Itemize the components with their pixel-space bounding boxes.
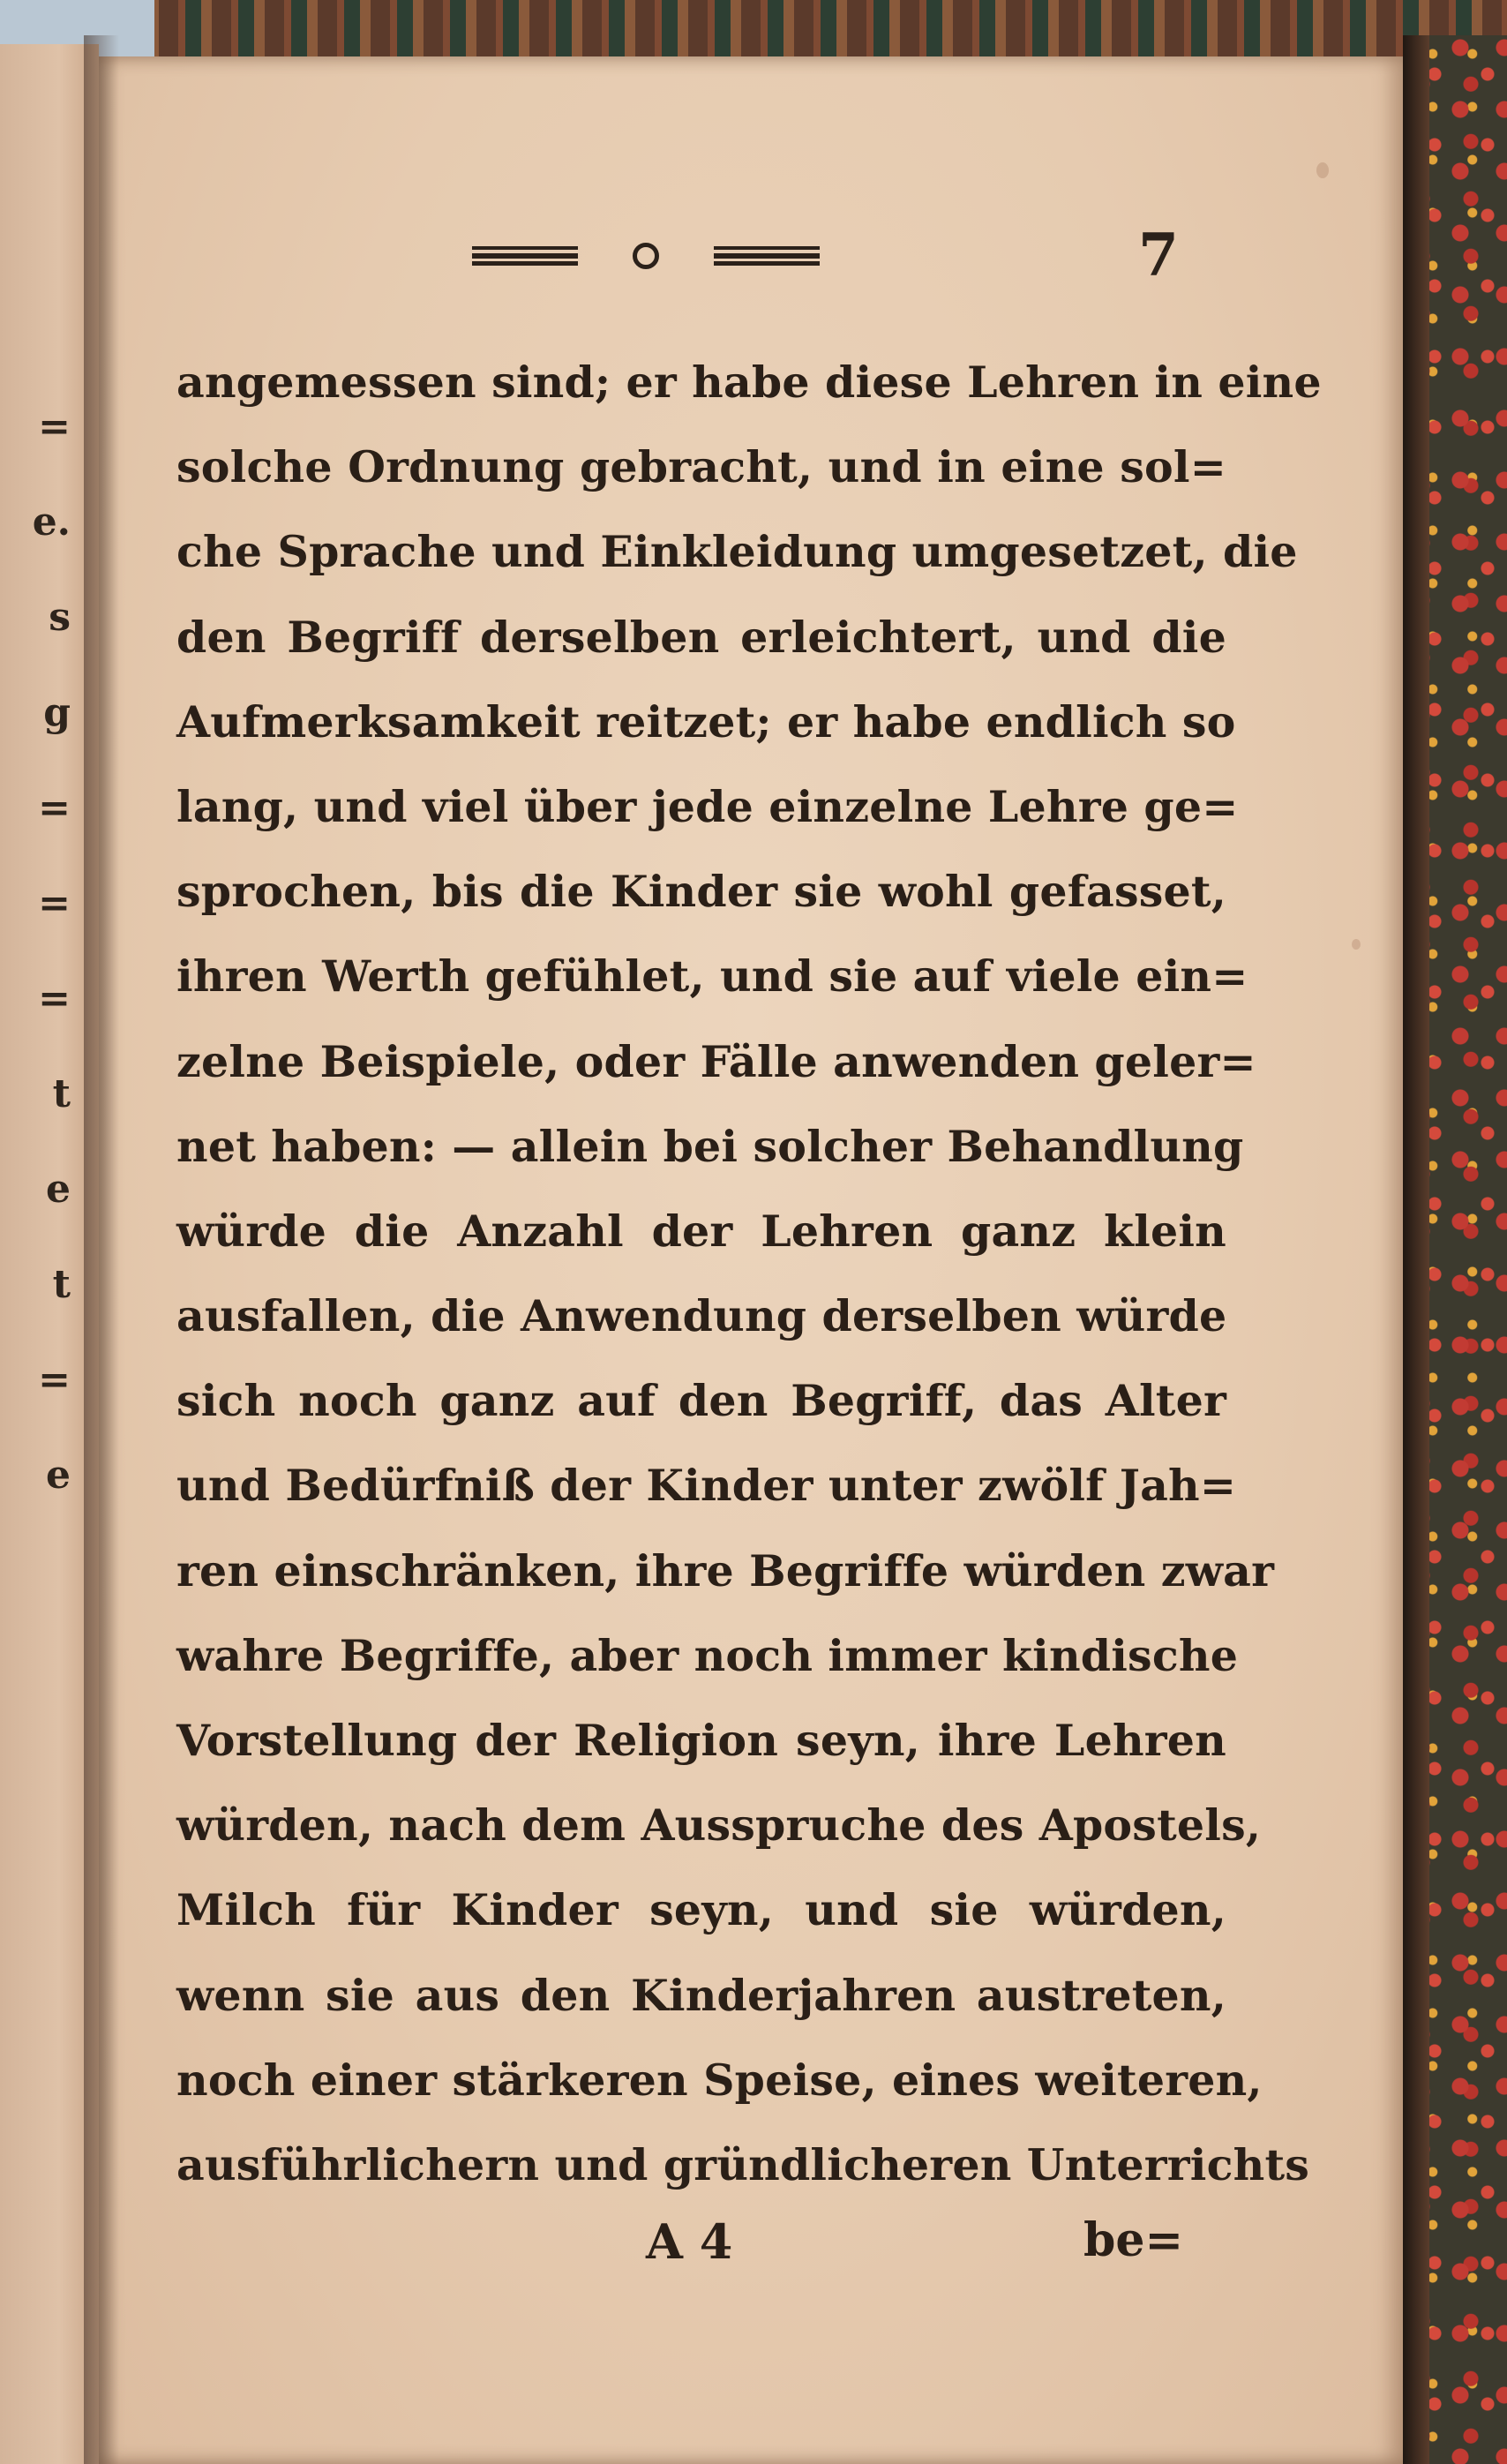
ornament-rule-left xyxy=(472,246,578,266)
text-line: zelne Beispiele, oder Fälle anwenden geler= xyxy=(176,1035,1256,1087)
header-ornament xyxy=(472,229,820,282)
edge-char: = xyxy=(38,881,71,926)
text-line: den Begriff derselben erleichtert, und die xyxy=(176,611,1226,663)
ornament-circle xyxy=(633,243,659,269)
edge-char: = xyxy=(38,404,71,449)
page-edge-shadow xyxy=(1403,35,1429,2464)
text-line: noch einer stärkeren Speise, eines weiteren, xyxy=(176,2054,1263,2106)
edge-char: g xyxy=(43,690,71,735)
edge-char: t xyxy=(52,1071,71,1116)
text-line: würden, nach dem Ausspruche des Apostels, xyxy=(176,1799,1262,1852)
text-line: Aufmerksamkeit reitzet; er habe endlich so xyxy=(176,695,1236,747)
text-line: net haben: — allein bei solcher Behandlung xyxy=(176,1120,1244,1172)
text-line: sprochen, bis die Kinder sie wohl gefasset, xyxy=(176,866,1226,918)
edge-char: = xyxy=(38,1357,71,1402)
paper-stain xyxy=(1352,939,1361,950)
edge-char: = xyxy=(38,976,71,1021)
text-line: Vorstellung der Religion seyn, ihre Lehren xyxy=(176,1715,1226,1766)
edge-char: e xyxy=(46,1453,71,1498)
ornament-rule-right xyxy=(714,246,820,266)
edge-char: s xyxy=(49,595,71,640)
text-line: ihren Werth gefühlet, und sie auf viele ein= xyxy=(176,950,1248,1003)
paper-stain xyxy=(1316,162,1329,178)
text-line: ausfallen, die Anwendung derselben würde xyxy=(176,1290,1227,1342)
edge-char: = xyxy=(38,785,71,830)
text-line: lang, und viel über jede einzelne Lehre ge= xyxy=(176,780,1239,832)
text-line: wenn sie aus den Kinderjahren austreten, xyxy=(176,1969,1226,2021)
text-line: ausführlichern und gründlicheren Unterrichts xyxy=(176,2138,1310,2190)
text-line: wahre Begriffe, aber noch immer kindische xyxy=(176,1629,1239,1681)
edge-char: e. xyxy=(32,500,71,545)
facing-page-edge-text xyxy=(18,379,71,1523)
text-line: Milch für Kinder seyn, und sie würden, xyxy=(176,1884,1226,1936)
edge-char: e xyxy=(46,1167,71,1212)
page-number: 7 xyxy=(1138,221,1179,289)
text-line: solche Ordnung gebracht, und in eine sol= xyxy=(176,441,1226,493)
text-line: angemessen sind; er habe diese Lehren in eine xyxy=(176,357,1322,408)
text-line: und Bedürfniß der Kinder unter zwölf Jah= xyxy=(176,1460,1237,1512)
text-line: ren einschränken, ihre Begriffe würden zwar xyxy=(176,1544,1275,1596)
text-line: sich noch ganz auf den Begriff, das Alter xyxy=(176,1375,1226,1427)
gutter-shadow xyxy=(84,35,119,2464)
catchword: be= xyxy=(1083,2213,1184,2267)
text-line: che Sprache und Einkleidung umgesetzet, die xyxy=(176,526,1298,578)
body-text xyxy=(176,340,1322,2207)
text-line: würde die Anzahl der Lehren ganz klein xyxy=(176,1205,1226,1257)
signature-mark: A 4 xyxy=(646,2213,733,2270)
edge-char: t xyxy=(52,1262,71,1307)
